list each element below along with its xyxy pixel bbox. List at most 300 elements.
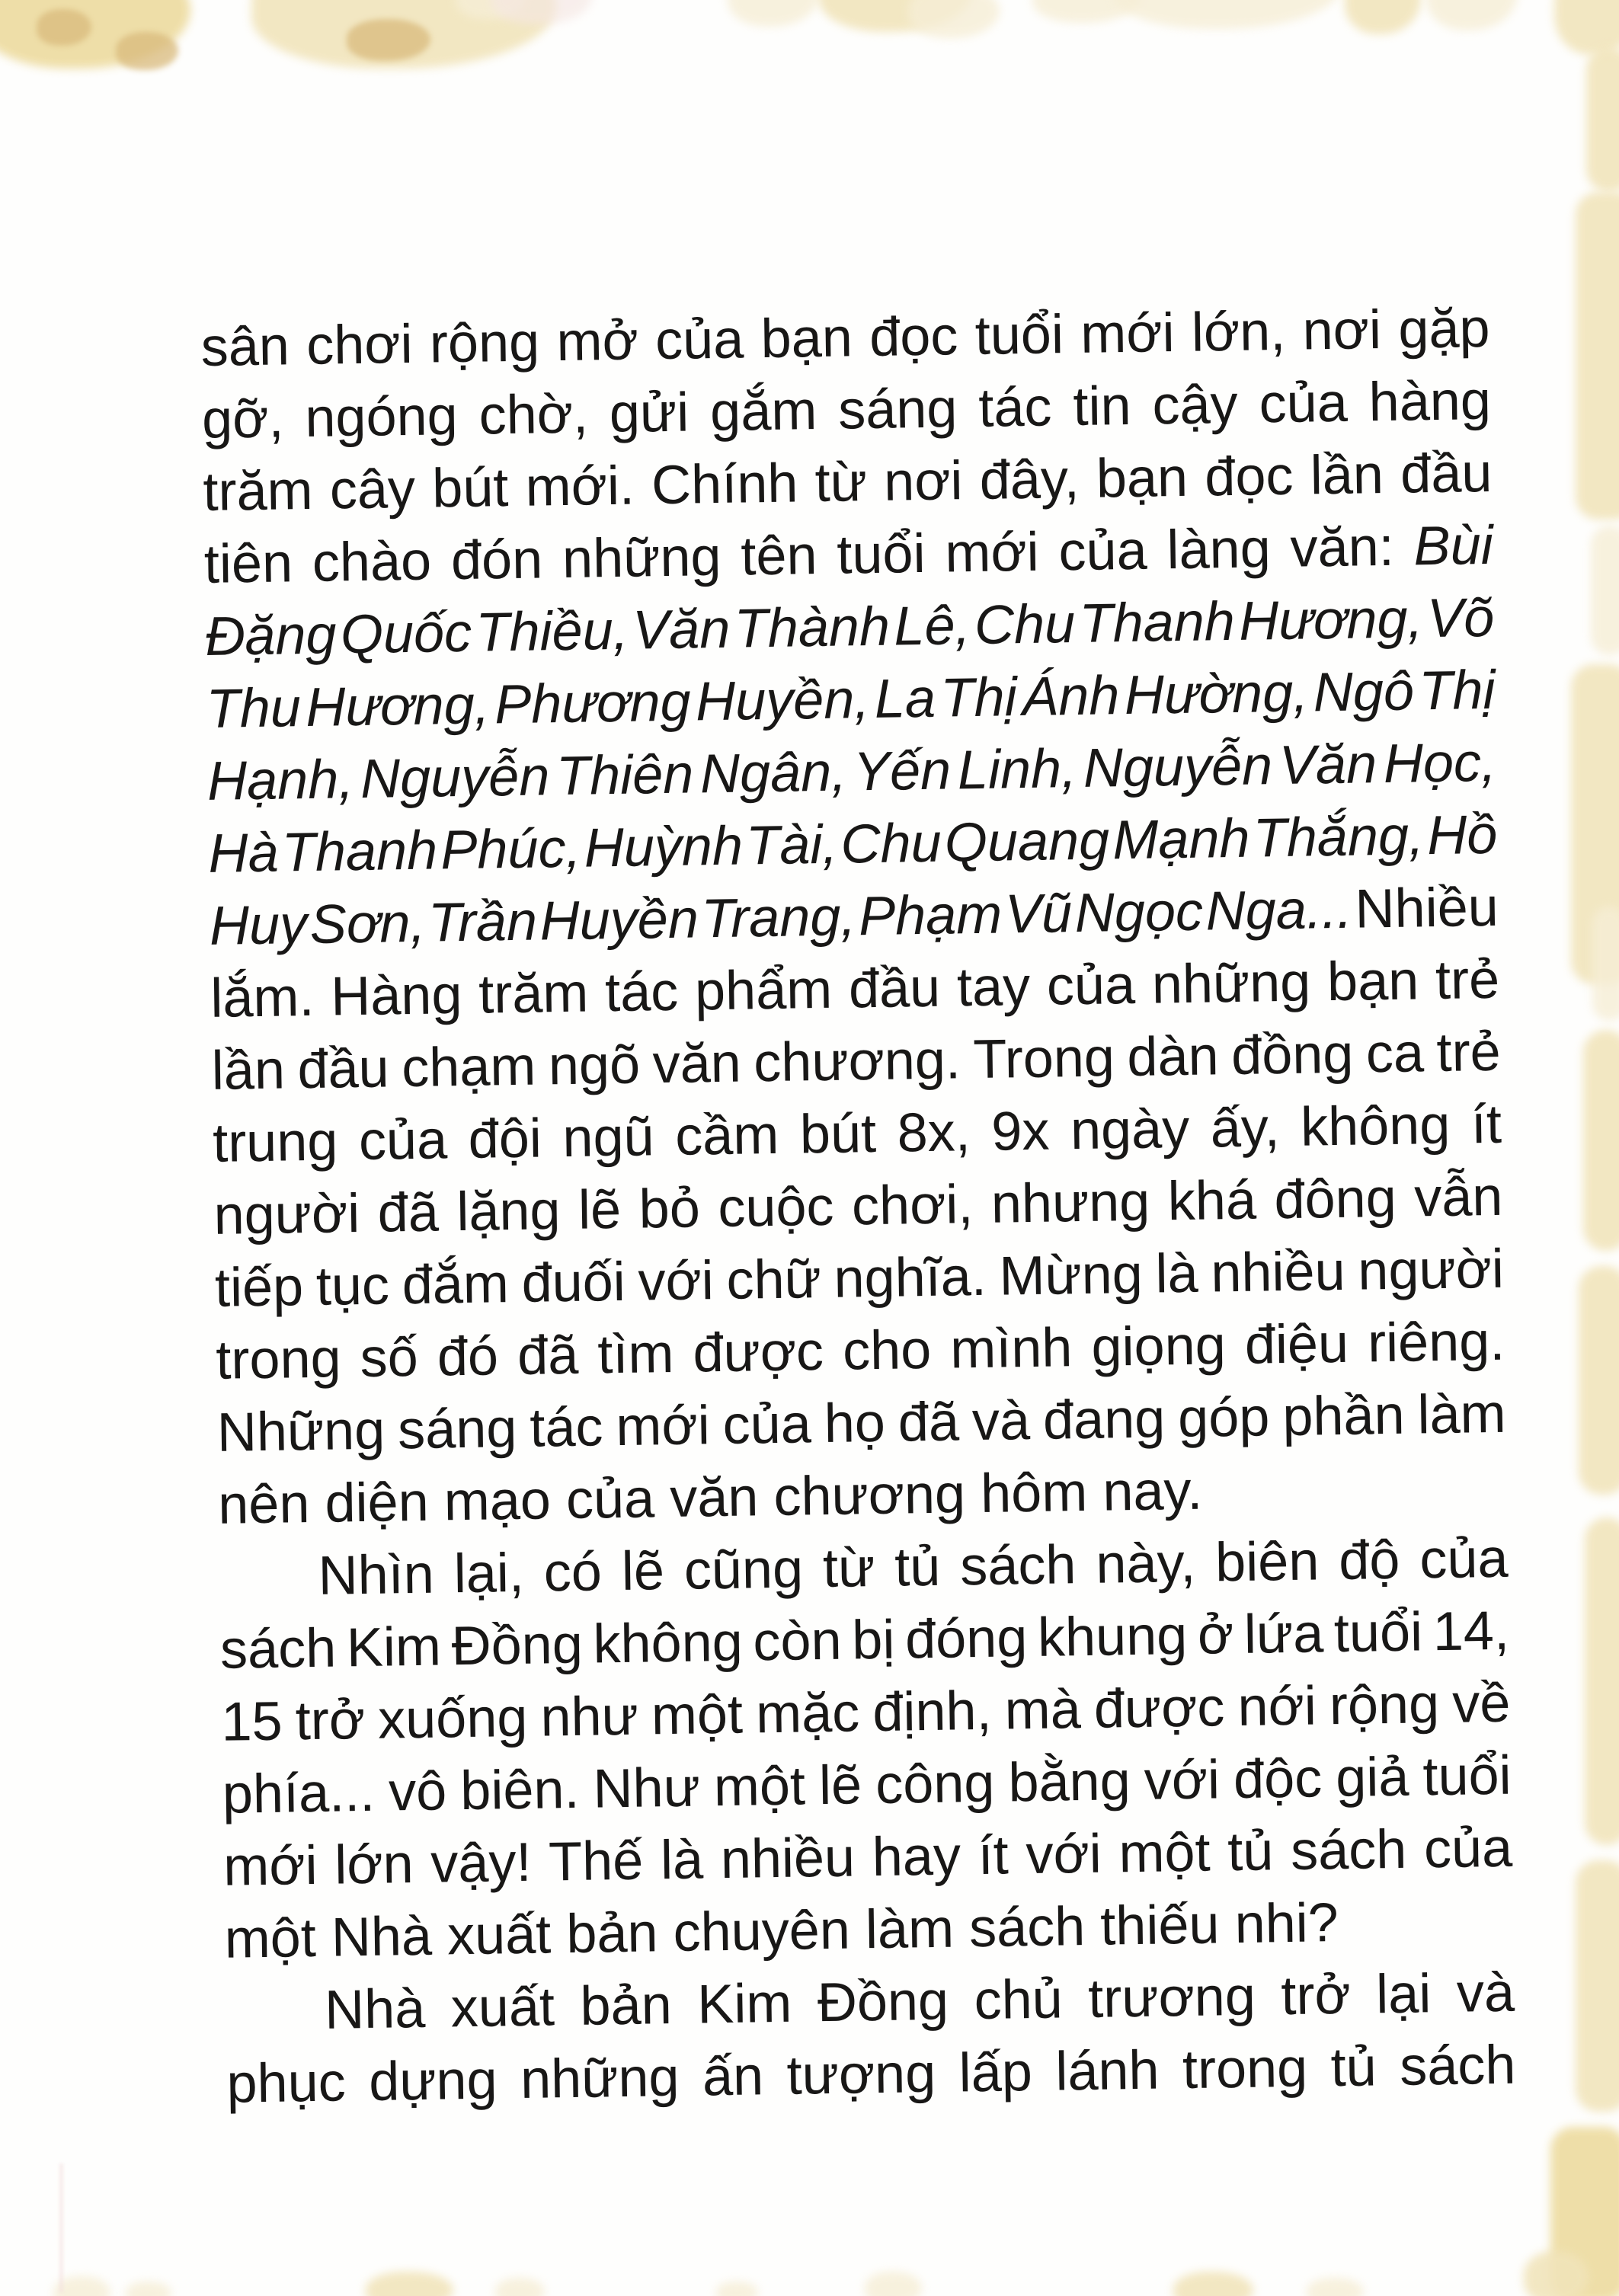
word: diện: [324, 1471, 430, 1534]
word: nơi: [883, 449, 964, 513]
word: Hàng: [330, 964, 462, 1028]
word: sách: [1290, 1818, 1407, 1882]
word: tượng: [786, 2042, 936, 2106]
word: chạm: [401, 1035, 536, 1098]
word: đắm: [402, 1252, 510, 1316]
word-italic: Ánh: [1021, 664, 1120, 727]
word: lấp: [958, 2041, 1033, 2103]
word: tủ: [1227, 1820, 1274, 1882]
word: biên: [1214, 1530, 1320, 1593]
scan-edge-artifact: [366, 2272, 453, 2296]
word: lần: [211, 1038, 286, 1102]
scan-streak-artifact: [59, 2163, 63, 2293]
word: công: [875, 1752, 995, 1815]
word: Đồng: [817, 1970, 949, 2033]
word: của: [1423, 1817, 1513, 1879]
word: nới: [1237, 1674, 1317, 1738]
word: vẫn: [1413, 1166, 1503, 1228]
word-italic: Võ: [1426, 587, 1495, 649]
word: góp: [1177, 1386, 1270, 1449]
word: là: [660, 1828, 704, 1891]
word: lần: [1310, 443, 1384, 506]
word: tủ: [894, 1536, 941, 1598]
word: ít: [1470, 1093, 1502, 1155]
word-italic: Quốc: [340, 602, 472, 665]
word: người: [213, 1182, 360, 1246]
word-italic: Huyền: [539, 887, 699, 951]
word: sách: [219, 1617, 337, 1680]
word: văn:: [1289, 516, 1395, 579]
word: giọng: [1090, 1314, 1227, 1378]
scan-edge-artifact: [1571, 664, 1619, 984]
scan-edge-artifact: [1592, 907, 1619, 1021]
word: lại: [1375, 1962, 1432, 2025]
scan-edge-artifact: [1586, 47, 1619, 192]
word: bỏ: [638, 1177, 701, 1240]
word-italic: Thanh: [281, 819, 438, 883]
word: trẻ: [1435, 1021, 1502, 1083]
word-italic: Lê,: [893, 594, 971, 657]
word: của: [1258, 372, 1349, 434]
word: tuổi: [974, 303, 1064, 366]
word-italic: Chu: [974, 593, 1076, 656]
word: với: [1144, 1748, 1221, 1812]
word: chủ: [973, 1968, 1064, 2031]
word-italic: Thắng,: [1253, 804, 1425, 869]
scan-edge-artifact: [1585, 1517, 1619, 1845]
word: tục: [315, 1254, 390, 1317]
word: chương.: [753, 1028, 961, 1093]
word: tay: [956, 955, 1031, 1018]
word: biên.: [459, 1758, 581, 1821]
word: ngóng: [304, 385, 459, 449]
word: và: [1456, 1962, 1515, 2024]
word: rộng: [429, 311, 540, 375]
word: ít: [977, 1824, 1009, 1886]
word-italic: Đặng: [204, 603, 338, 667]
word-italic: Huỳnh: [584, 815, 744, 879]
word: Nhà: [324, 1978, 426, 2041]
word: chuyên: [673, 1899, 851, 1963]
word-italic: Thiều,: [475, 600, 629, 664]
word: độc: [1233, 1747, 1323, 1810]
word: cuộc: [717, 1175, 835, 1239]
word: dàn: [1126, 1025, 1220, 1088]
word: sách: [1399, 2034, 1516, 2097]
word: mới: [944, 521, 1040, 584]
scan-edge-artifact: [1307, 2278, 1364, 2296]
word: 8x,: [897, 1101, 971, 1164]
word: cầm: [674, 1104, 779, 1167]
word-italic: Nga...: [1205, 878, 1353, 942]
word: và: [971, 1389, 1031, 1452]
word-italic: Phương: [494, 671, 692, 735]
word: bản: [565, 1901, 659, 1965]
word: ấy,: [1210, 1096, 1281, 1159]
word: đó: [437, 1325, 499, 1388]
word: hôm: [980, 1461, 1088, 1524]
scan-edge-artifact: [126, 2282, 171, 2296]
word: hay: [872, 1824, 961, 1888]
word: nơi: [1302, 299, 1382, 362]
word: nhi?: [1234, 1891, 1339, 1955]
word: 14,: [1432, 1600, 1510, 1662]
word: bút: [431, 456, 509, 520]
word: một: [651, 1684, 744, 1746]
word: trở: [1280, 1964, 1352, 2026]
word-italic: Vũ: [1004, 882, 1073, 945]
word: mạo: [443, 1469, 552, 1532]
word: của: [1046, 954, 1136, 1017]
word-italic: Huy: [209, 894, 308, 957]
word: độ: [1338, 1529, 1400, 1591]
word: tìm: [597, 1322, 674, 1385]
word: của: [1419, 1527, 1509, 1590]
word: tác: [529, 1396, 603, 1459]
word: chào: [312, 530, 432, 593]
word: mở: [555, 309, 639, 373]
word-italic: Phạm: [858, 883, 1003, 947]
word: đầu: [848, 957, 941, 1019]
word: khá: [1167, 1169, 1257, 1232]
word: như: [539, 1685, 639, 1748]
word-italic: Hương,: [305, 673, 491, 738]
scan-edge-artifact: [0, 0, 190, 69]
word: ngày: [1070, 1098, 1190, 1161]
scan-edge-artifact: [116, 32, 178, 70]
word: tin: [1072, 375, 1132, 437]
word-italic: Văn: [632, 598, 731, 661]
scan-edge-artifact: [1576, 1860, 1619, 2112]
word: sáng: [397, 1397, 517, 1460]
word: cậy: [1151, 373, 1239, 436]
word: trong: [1182, 2037, 1308, 2100]
word: lẽ: [818, 1754, 862, 1816]
word: trong: [215, 1327, 342, 1391]
word: bằng: [1007, 1750, 1131, 1813]
word: của: [358, 1108, 448, 1172]
word: xuống: [377, 1687, 528, 1751]
word-italic: Thành: [734, 596, 891, 660]
word: ngũ: [562, 1105, 655, 1169]
word: này,: [1095, 1532, 1196, 1595]
word: về: [1451, 1672, 1511, 1735]
word: của: [1057, 520, 1148, 582]
word: đã: [377, 1181, 440, 1244]
word-italic: Mạnh: [1112, 807, 1251, 871]
word: trở: [295, 1689, 366, 1751]
scan-edge-artifact: [1426, 0, 1518, 30]
word: Kim: [696, 1972, 792, 2035]
word: Nhìn: [318, 1543, 435, 1607]
word: bút: [799, 1102, 877, 1165]
word: trăm: [478, 962, 589, 1025]
word: đây,: [979, 448, 1080, 511]
word: điệu: [1244, 1313, 1349, 1376]
word: chương: [773, 1463, 966, 1527]
word: nên: [217, 1473, 310, 1536]
scan-edge-artifact: [1579, 1266, 1619, 1495]
scan-edge-artifact: [1550, 2127, 1619, 2296]
word-italic: Nguyễn: [1083, 734, 1273, 799]
word: một: [713, 1754, 806, 1818]
word: bị: [851, 1609, 895, 1671]
word: đang: [1042, 1387, 1166, 1451]
word: bản: [579, 1974, 673, 2037]
scan-edge-artifact: [1173, 2272, 1253, 2296]
word-italic: Hương,: [1238, 587, 1424, 652]
word: một: [224, 1907, 317, 1970]
scan-edge-artifact: [865, 2272, 922, 2296]
word: trăm: [202, 459, 314, 523]
scan-edge-artifact: [456, 0, 526, 19]
word-italic: Trang,: [700, 885, 856, 949]
word: đọc: [1204, 445, 1294, 507]
word: vậy!: [430, 1831, 532, 1895]
scan-edge-artifact: [1554, 0, 1619, 55]
scan-edge-artifact: [495, 2278, 545, 2296]
word-italic: Trần: [427, 891, 538, 954]
scan-edge-artifact: [716, 2282, 758, 2296]
scan-edge-artifact: [728, 0, 819, 27]
word: rộng: [1329, 1673, 1440, 1736]
word: phẩm: [694, 958, 833, 1022]
word: những: [520, 2046, 680, 2110]
word: không: [1300, 1094, 1451, 1158]
word: có: [543, 1540, 603, 1603]
word-italic: Bùi: [1413, 514, 1494, 577]
word: đông: [1273, 1167, 1397, 1230]
word-italic: Thu: [206, 676, 302, 740]
word: xuất: [450, 1975, 555, 2039]
word: vô: [388, 1760, 447, 1823]
word: giả: [1335, 1746, 1409, 1808]
word: trương: [1087, 1965, 1256, 2029]
word: mới: [615, 1394, 711, 1457]
word: nhưng: [990, 1171, 1150, 1235]
word: lứa: [1243, 1602, 1324, 1665]
word: 15: [220, 1690, 283, 1753]
word: lại,: [453, 1542, 525, 1604]
word: gửi: [609, 382, 690, 444]
scan-edge-artifact: [53, 2276, 110, 2296]
text-block: [200, 292, 1516, 2120]
scan-edge-artifact: [908, 0, 1000, 38]
word: trẻ: [1435, 948, 1500, 1011]
word-italic: Sơn,: [309, 892, 426, 955]
word: đóng: [904, 1607, 1028, 1670]
word: một: [1118, 1821, 1211, 1884]
word: bạn: [1096, 446, 1189, 510]
word: với: [637, 1249, 715, 1313]
word: của: [565, 1467, 655, 1530]
word: là: [1154, 1242, 1199, 1305]
word: hàng: [1368, 369, 1492, 433]
scan-edge-artifact: [37, 9, 91, 46]
word: đã: [517, 1324, 579, 1386]
word-italic: Ngọc: [1074, 881, 1204, 944]
scan-edge-artifact: [1583, 1030, 1619, 1251]
word: khung: [1037, 1604, 1188, 1668]
word: tuổi: [1333, 1600, 1423, 1664]
scan-edge-artifact: [1112, 0, 1341, 29]
word-italic: Hồ: [1426, 804, 1498, 866]
word-italic: Tài,: [745, 814, 838, 876]
scan-edge-artifact: [1576, 192, 1619, 520]
word: ca: [1365, 1022, 1425, 1084]
word: sách: [968, 1895, 1086, 1959]
word: chờ,: [478, 382, 589, 446]
word: bạn: [760, 306, 853, 369]
word: xuất: [446, 1903, 552, 1966]
word: định,: [872, 1680, 993, 1743]
word: làng: [1166, 517, 1272, 580]
word: đuối: [520, 1251, 626, 1314]
word: được: [692, 1320, 824, 1384]
word: lặng: [456, 1179, 562, 1242]
word: đầu: [296, 1037, 390, 1100]
scan-edge-artifact: [347, 19, 430, 61]
word: văn: [652, 1032, 742, 1095]
word: không: [592, 1611, 744, 1675]
word: sáng: [837, 377, 958, 441]
word: mà: [1004, 1678, 1082, 1741]
word-italic: Ngân,: [699, 740, 847, 804]
word: mặc: [755, 1681, 860, 1744]
word: chơi,: [851, 1173, 974, 1236]
word: Nhiều: [1354, 876, 1499, 940]
word: cho: [842, 1319, 932, 1382]
word: lẽ: [621, 1540, 665, 1602]
word: Thế: [548, 1830, 644, 1892]
word: mới: [222, 1834, 318, 1898]
word: những: [1151, 951, 1311, 1015]
word: Mừng: [998, 1243, 1144, 1307]
word-italic: Học,: [1383, 731, 1497, 795]
scan-edge-artifact: [1032, 0, 1141, 23]
word: trung: [212, 1110, 338, 1174]
word-italic: Yến: [853, 739, 952, 802]
word: lánh: [1054, 2039, 1160, 2103]
word-italic: Huyền,: [695, 668, 870, 732]
word: Kim: [346, 1616, 442, 1678]
word: gặp: [1397, 297, 1491, 360]
word-italic: Thị: [1418, 659, 1496, 721]
word: tuổi: [836, 523, 926, 586]
word: Như: [592, 1756, 701, 1820]
word: văn: [669, 1466, 759, 1529]
word: chữ: [725, 1248, 822, 1311]
word-italic: Chu: [840, 812, 942, 875]
word: bạn: [1326, 949, 1419, 1012]
word: còn: [752, 1610, 843, 1672]
word: lớn,: [1191, 300, 1286, 363]
word-italic: Ngô: [1313, 660, 1415, 723]
word: từ: [814, 451, 868, 513]
word-italic: Thị: [939, 666, 1018, 729]
word: phần: [1281, 1384, 1406, 1447]
word: của: [654, 308, 744, 371]
word: Nhà: [331, 1905, 433, 1968]
word-italic: Hạnh,: [206, 748, 354, 812]
word: ngõ: [548, 1034, 641, 1096]
word: thiếu: [1099, 1893, 1221, 1957]
word-italic: Hà: [207, 822, 280, 884]
word-italic: Linh,: [957, 737, 1077, 801]
word: lắm.: [210, 966, 315, 1029]
word: cũng: [683, 1537, 804, 1601]
word: sân: [200, 315, 290, 378]
word: tên: [740, 524, 818, 587]
word: được: [1093, 1676, 1225, 1740]
word: làm: [865, 1898, 955, 1960]
word: Đồng: [451, 1613, 584, 1677]
word: mới.: [525, 455, 635, 518]
word-italic: Văn: [1278, 733, 1377, 796]
word: riêng.: [1367, 1310, 1505, 1373]
word: họ: [824, 1392, 886, 1454]
word: tác: [977, 376, 1053, 439]
word: Chính: [651, 452, 798, 516]
word: nghĩa.: [833, 1246, 987, 1309]
word-italic: Nguyễn: [360, 745, 550, 810]
word: với: [1025, 1823, 1102, 1885]
word: mình: [949, 1316, 1073, 1380]
word: từ: [822, 1537, 875, 1599]
scan-edge-artifact: [819, 0, 971, 32]
word: tủ: [1330, 2035, 1377, 2098]
word-italic: La: [874, 667, 936, 730]
word: người: [1357, 1238, 1505, 1302]
word: phía...: [222, 1761, 376, 1825]
scan-edge-artifact: [1345, 0, 1421, 34]
scan-edge-artifact: [491, 0, 592, 24]
word: đồng: [1230, 1023, 1354, 1086]
word: mới: [1080, 302, 1176, 365]
word: những: [562, 526, 722, 590]
word: phục: [226, 2051, 347, 2115]
word: lớn: [334, 1833, 414, 1896]
word: đội: [468, 1107, 542, 1170]
word: đón: [450, 528, 543, 591]
word: cây: [329, 458, 416, 521]
word-italic: Quang: [944, 809, 1110, 874]
word: đã: [897, 1390, 960, 1453]
word: Trong: [972, 1026, 1115, 1090]
word-italic: Thanh: [1079, 590, 1236, 654]
word: chơi: [306, 313, 414, 376]
scan-edge-artifact: [1591, 526, 1619, 655]
word: ấn: [702, 2045, 764, 2107]
word: tuổi: [1422, 1744, 1512, 1807]
word: dựng: [368, 2048, 498, 2112]
word: 9x: [990, 1100, 1050, 1162]
word: gắm: [709, 379, 817, 443]
word: gỡ,: [201, 387, 284, 450]
word: đọc: [869, 305, 958, 368]
word: Những: [216, 1399, 386, 1463]
word: nhiều: [1210, 1240, 1346, 1303]
word: số: [360, 1326, 419, 1389]
word-italic: Hường,: [1124, 661, 1309, 726]
scan-edge-artifact: [1524, 2251, 1589, 2296]
word: làm: [1416, 1383, 1507, 1445]
word-italic: Phúc,: [440, 817, 582, 881]
word: của: [722, 1393, 812, 1456]
word: đầu: [1400, 442, 1493, 505]
word: sách: [959, 1533, 1077, 1597]
word: nhiều: [720, 1826, 856, 1890]
